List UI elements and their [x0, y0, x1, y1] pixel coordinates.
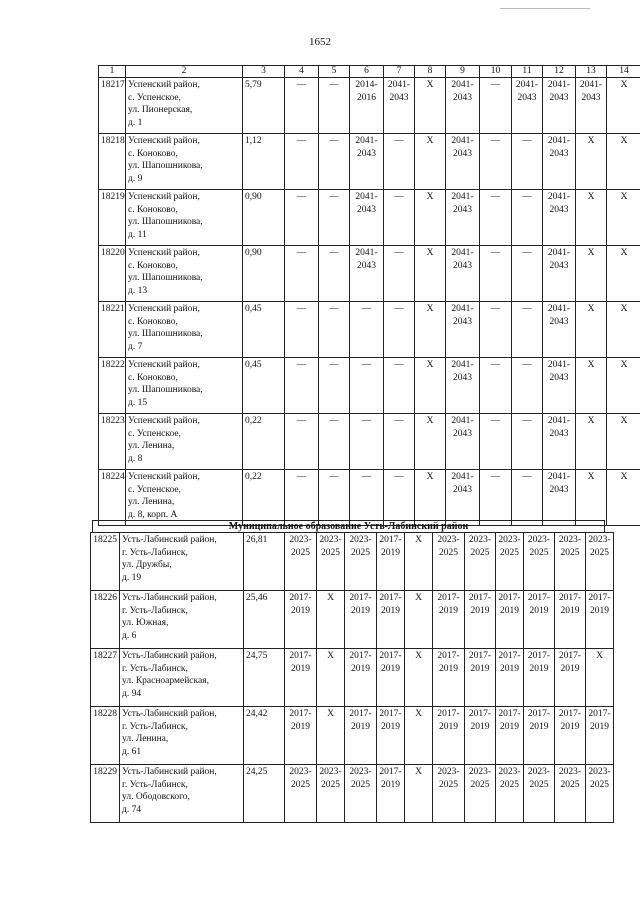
- col-5-cell: 2023- 2025: [317, 533, 345, 591]
- col-5-cell: —: [319, 358, 350, 414]
- col-9-cell: 2017- 2019: [433, 591, 465, 649]
- col-11-cell: 2017- 2019: [496, 649, 524, 707]
- col-8-cell: X: [415, 134, 446, 190]
- col-5-cell: —: [319, 414, 350, 470]
- header-col-12: 12: [543, 66, 576, 78]
- col-4-cell: —: [285, 78, 319, 134]
- col-3-cell: 0,22: [243, 414, 285, 470]
- table-row: [99, 134, 640, 190]
- header-col-10: 10: [480, 66, 512, 78]
- table-body-bottom: [91, 533, 614, 823]
- col-13-cell: X: [576, 470, 607, 526]
- col-3-cell: 26,81: [244, 533, 285, 591]
- col-13-cell: X: [576, 302, 607, 358]
- col-5-cell: —: [319, 134, 350, 190]
- col-8-cell: X: [405, 765, 433, 823]
- row-number: 18227: [91, 649, 120, 707]
- col-11-cell: —: [512, 134, 543, 190]
- address-cell: Успенский район, с. Коноково, ул. Шапошникова, д. 9: [126, 134, 243, 190]
- col-5-cell: 2023- 2025: [317, 765, 345, 823]
- address-cell: Усть-Лабинский район, г. Усть-Лабинск, ул. Дружбы, д. 19: [120, 533, 244, 591]
- housing-table-top: [98, 65, 640, 526]
- col-13-cell: 2023- 2025: [555, 765, 586, 823]
- col-3-cell: 0,90: [243, 246, 285, 302]
- col-4-cell: —: [285, 414, 319, 470]
- col-9-cell: 2041- 2043: [446, 190, 480, 246]
- col-13-cell: X: [576, 190, 607, 246]
- col-8-cell: X: [415, 470, 446, 526]
- col-11-cell: 2023- 2025: [496, 765, 524, 823]
- col-4-cell: 2023- 2025: [285, 765, 317, 823]
- col-5-cell: —: [319, 470, 350, 526]
- col-11-cell: —: [512, 414, 543, 470]
- col-11-cell: 2017- 2019: [496, 591, 524, 649]
- col-3-cell: 1,12: [243, 134, 285, 190]
- col-11-cell: 2041- 2043: [512, 78, 543, 134]
- col-13-cell: 2023- 2025: [555, 533, 586, 591]
- address-cell: Успенский район, с. Коноково, ул. Шапошникова, д. 13: [126, 246, 243, 302]
- header-col-14: 14: [607, 66, 640, 78]
- header-col-7: 7: [384, 66, 415, 78]
- col-3-cell: 24,42: [244, 707, 285, 765]
- col-14-cell: X: [607, 470, 640, 526]
- table-row: [99, 190, 640, 246]
- row-number: 18223: [99, 414, 126, 470]
- col-4-cell: —: [285, 302, 319, 358]
- col-12-cell: 2041- 2043: [543, 470, 576, 526]
- col-4-cell: —: [285, 190, 319, 246]
- col-10-cell: —: [480, 470, 512, 526]
- col-6-cell: 2023- 2025: [345, 765, 377, 823]
- address-cell: Усть-Лабинский район, г. Усть-Лабинск, ул. Ободовского, д. 74: [120, 765, 244, 823]
- table-body-top: [99, 78, 640, 526]
- col-12-cell: 2041- 2043: [543, 190, 576, 246]
- col-13-cell: 2017- 2019: [555, 591, 586, 649]
- col-7-cell: —: [384, 470, 415, 526]
- col-10-cell: —: [480, 414, 512, 470]
- address-cell: Усть-Лабинский район, г. Усть-Лабинск, ул. Южная, д. 6: [120, 591, 244, 649]
- col-14-cell: 2023- 2025: [586, 533, 614, 591]
- col-9-cell: 2017- 2019: [433, 707, 465, 765]
- col-12-cell: 2041- 2043: [543, 246, 576, 302]
- col-8-cell: X: [405, 591, 433, 649]
- col-6-cell: —: [350, 414, 384, 470]
- col-6-cell: 2017- 2019: [345, 591, 377, 649]
- col-13-cell: X: [576, 246, 607, 302]
- col-5-cell: X: [317, 649, 345, 707]
- header-row: [99, 66, 640, 78]
- table-row: [99, 470, 640, 526]
- header-col-3: 3: [243, 66, 285, 78]
- row-number: 18222: [99, 358, 126, 414]
- header-col-13: 13: [576, 66, 607, 78]
- col-4-cell: 2023- 2025: [285, 533, 317, 591]
- col-9-cell: 2041- 2043: [446, 246, 480, 302]
- col-12-cell: 2017- 2019: [524, 707, 555, 765]
- col-12-cell: 2041- 2043: [543, 358, 576, 414]
- col-6-cell: —: [350, 302, 384, 358]
- col-9-cell: 2041- 2043: [446, 302, 480, 358]
- col-12-cell: 2017- 2019: [524, 649, 555, 707]
- table-row: [91, 649, 614, 707]
- table-row: [91, 591, 614, 649]
- col-9-cell: 2041- 2043: [446, 358, 480, 414]
- col-3-cell: 24,25: [244, 765, 285, 823]
- table-row: [99, 78, 640, 134]
- table-row: [99, 358, 640, 414]
- col-7-cell: 2041- 2043: [384, 78, 415, 134]
- table-row: [99, 302, 640, 358]
- col-11-cell: 2017- 2019: [496, 707, 524, 765]
- col-9-cell: 2017- 2019: [433, 649, 465, 707]
- col-7-cell: 2017- 2019: [377, 591, 405, 649]
- col-11-cell: 2023- 2025: [496, 533, 524, 591]
- section-header: [92, 520, 605, 532]
- col-11-cell: —: [512, 190, 543, 246]
- col-8-cell: X: [415, 78, 446, 134]
- row-number: 18217: [99, 78, 126, 134]
- col-10-cell: 2017- 2019: [465, 591, 496, 649]
- col-6-cell: 2041- 2043: [350, 134, 384, 190]
- col-10-cell: 2017- 2019: [465, 649, 496, 707]
- col-4-cell: —: [285, 246, 319, 302]
- col-6-cell: 2023- 2025: [345, 533, 377, 591]
- col-3-cell: 5,79: [243, 78, 285, 134]
- col-4-cell: 2017- 2019: [285, 591, 317, 649]
- col-9-cell: 2041- 2043: [446, 414, 480, 470]
- header-col-9: 9: [446, 66, 480, 78]
- table-row: [91, 765, 614, 823]
- section-title: Муниципальное образование Усть-Лабинский район: [92, 520, 605, 533]
- col-10-cell: —: [480, 246, 512, 302]
- header-col-1: 1: [99, 66, 126, 78]
- address-cell: Успенский район, с. Успенское, ул. Ленина, д. 8, корп. А: [126, 470, 243, 526]
- col-8-cell: X: [405, 707, 433, 765]
- row-number: 18225: [91, 533, 120, 591]
- col-3-cell: 24,75: [244, 649, 285, 707]
- top-rule: [500, 8, 590, 9]
- col-14-cell: X: [607, 414, 640, 470]
- col-11-cell: —: [512, 470, 543, 526]
- col-5-cell: —: [319, 78, 350, 134]
- col-5-cell: X: [317, 591, 345, 649]
- col-3-cell: 0,90: [243, 190, 285, 246]
- col-7-cell: 2017- 2019: [377, 707, 405, 765]
- header-col-5: 5: [319, 66, 350, 78]
- col-6-cell: 2017- 2019: [345, 707, 377, 765]
- col-14-cell: X: [607, 358, 640, 414]
- col-13-cell: X: [576, 358, 607, 414]
- header-col-4: 4: [285, 66, 319, 78]
- table-row: [91, 707, 614, 765]
- col-8-cell: X: [415, 358, 446, 414]
- col-10-cell: —: [480, 78, 512, 134]
- row-number: 18229: [91, 765, 120, 823]
- col-14-cell: 2017- 2019: [586, 591, 614, 649]
- col-12-cell: 2041- 2043: [543, 134, 576, 190]
- col-10-cell: —: [480, 302, 512, 358]
- row-number: 18220: [99, 246, 126, 302]
- col-7-cell: 2017- 2019: [377, 533, 405, 591]
- col-13-cell: 2017- 2019: [555, 649, 586, 707]
- col-5-cell: —: [319, 190, 350, 246]
- col-3-cell: 0,45: [243, 302, 285, 358]
- col-11-cell: —: [512, 246, 543, 302]
- address-cell: Усть-Лабинский район, г. Усть-Лабинск, ул. Красноармейская, д. 94: [120, 649, 244, 707]
- col-4-cell: —: [285, 134, 319, 190]
- col-6-cell: —: [350, 470, 384, 526]
- col-12-cell: 2017- 2019: [524, 591, 555, 649]
- col-14-cell: 2023- 2025: [586, 765, 614, 823]
- col-12-cell: 2023- 2025: [524, 765, 555, 823]
- col-12-cell: 2023- 2025: [524, 533, 555, 591]
- col-9-cell: 2041- 2043: [446, 134, 480, 190]
- col-8-cell: X: [415, 414, 446, 470]
- col-13-cell: 2041- 2043: [576, 78, 607, 134]
- col-8-cell: X: [405, 533, 433, 591]
- col-3-cell: 0,22: [243, 470, 285, 526]
- address-cell: Успенский район, с. Успенское, ул. Пионерская, д. 1: [126, 78, 243, 134]
- col-3-cell: 0,45: [243, 358, 285, 414]
- col-14-cell: 2017- 2019: [586, 707, 614, 765]
- col-7-cell: 2017- 2019: [377, 765, 405, 823]
- header-col-11: 11: [512, 66, 543, 78]
- col-13-cell: X: [576, 134, 607, 190]
- col-12-cell: 2041- 2043: [543, 414, 576, 470]
- row-number: 18219: [99, 190, 126, 246]
- header-col-8: 8: [415, 66, 446, 78]
- header-col-2: 2: [126, 66, 243, 78]
- col-5-cell: —: [319, 246, 350, 302]
- col-12-cell: 2041- 2043: [543, 78, 576, 134]
- address-cell: Успенский район, с. Коноково, ул. Шапошникова, д. 15: [126, 358, 243, 414]
- col-5-cell: X: [317, 707, 345, 765]
- col-8-cell: X: [415, 246, 446, 302]
- col-8-cell: X: [415, 190, 446, 246]
- row-number: 18218: [99, 134, 126, 190]
- col-14-cell: X: [586, 649, 614, 707]
- col-8-cell: X: [405, 649, 433, 707]
- address-cell: Успенский район, с. Коноково, ул. Шапошникова, д. 7: [126, 302, 243, 358]
- col-10-cell: 2017- 2019: [465, 707, 496, 765]
- col-7-cell: —: [384, 134, 415, 190]
- col-7-cell: —: [384, 302, 415, 358]
- col-10-cell: 2023- 2025: [465, 533, 496, 591]
- col-6-cell: 2017- 2019: [345, 649, 377, 707]
- col-11-cell: —: [512, 358, 543, 414]
- row-number: 18226: [91, 591, 120, 649]
- col-6-cell: 2014- 2016: [350, 78, 384, 134]
- col-4-cell: 2017- 2019: [285, 707, 317, 765]
- table-row: [99, 246, 640, 302]
- col-10-cell: —: [480, 190, 512, 246]
- col-9-cell: 2041- 2043: [446, 78, 480, 134]
- col-14-cell: X: [607, 302, 640, 358]
- col-7-cell: —: [384, 414, 415, 470]
- col-6-cell: 2041- 2043: [350, 246, 384, 302]
- col-10-cell: 2023- 2025: [465, 765, 496, 823]
- header-col-6: 6: [350, 66, 384, 78]
- row-number: 18228: [91, 707, 120, 765]
- col-10-cell: —: [480, 358, 512, 414]
- col-7-cell: —: [384, 358, 415, 414]
- col-4-cell: 2017- 2019: [285, 649, 317, 707]
- col-9-cell: 2023- 2025: [433, 533, 465, 591]
- table-row: [91, 533, 614, 591]
- page-number: 1652: [309, 36, 331, 48]
- col-4-cell: —: [285, 358, 319, 414]
- col-14-cell: X: [607, 246, 640, 302]
- address-cell: Усть-Лабинский район, г. Усть-Лабинск, ул. Ленина, д. 61: [120, 707, 244, 765]
- housing-table-bottom: [90, 532, 614, 823]
- col-9-cell: 2041- 2043: [446, 470, 480, 526]
- address-cell: Успенский район, с. Коноково, ул. Шапошникова, д. 11: [126, 190, 243, 246]
- col-13-cell: X: [576, 414, 607, 470]
- col-5-cell: —: [319, 302, 350, 358]
- col-9-cell: 2023- 2025: [433, 765, 465, 823]
- col-14-cell: X: [607, 190, 640, 246]
- col-7-cell: —: [384, 190, 415, 246]
- table-row: [99, 414, 640, 470]
- address-cell: Успенский район, с. Успенское, ул. Ленина, д. 8: [126, 414, 243, 470]
- col-11-cell: —: [512, 302, 543, 358]
- col-13-cell: 2017- 2019: [555, 707, 586, 765]
- col-14-cell: X: [607, 78, 640, 134]
- col-10-cell: —: [480, 134, 512, 190]
- col-8-cell: X: [415, 302, 446, 358]
- col-7-cell: —: [384, 246, 415, 302]
- row-number: 18224: [99, 470, 126, 526]
- col-4-cell: —: [285, 470, 319, 526]
- col-3-cell: 25,46: [244, 591, 285, 649]
- row-number: 18221: [99, 302, 126, 358]
- col-6-cell: —: [350, 358, 384, 414]
- col-7-cell: 2017- 2019: [377, 649, 405, 707]
- col-14-cell: X: [607, 134, 640, 190]
- col-6-cell: 2041- 2043: [350, 190, 384, 246]
- col-12-cell: 2041- 2043: [543, 302, 576, 358]
